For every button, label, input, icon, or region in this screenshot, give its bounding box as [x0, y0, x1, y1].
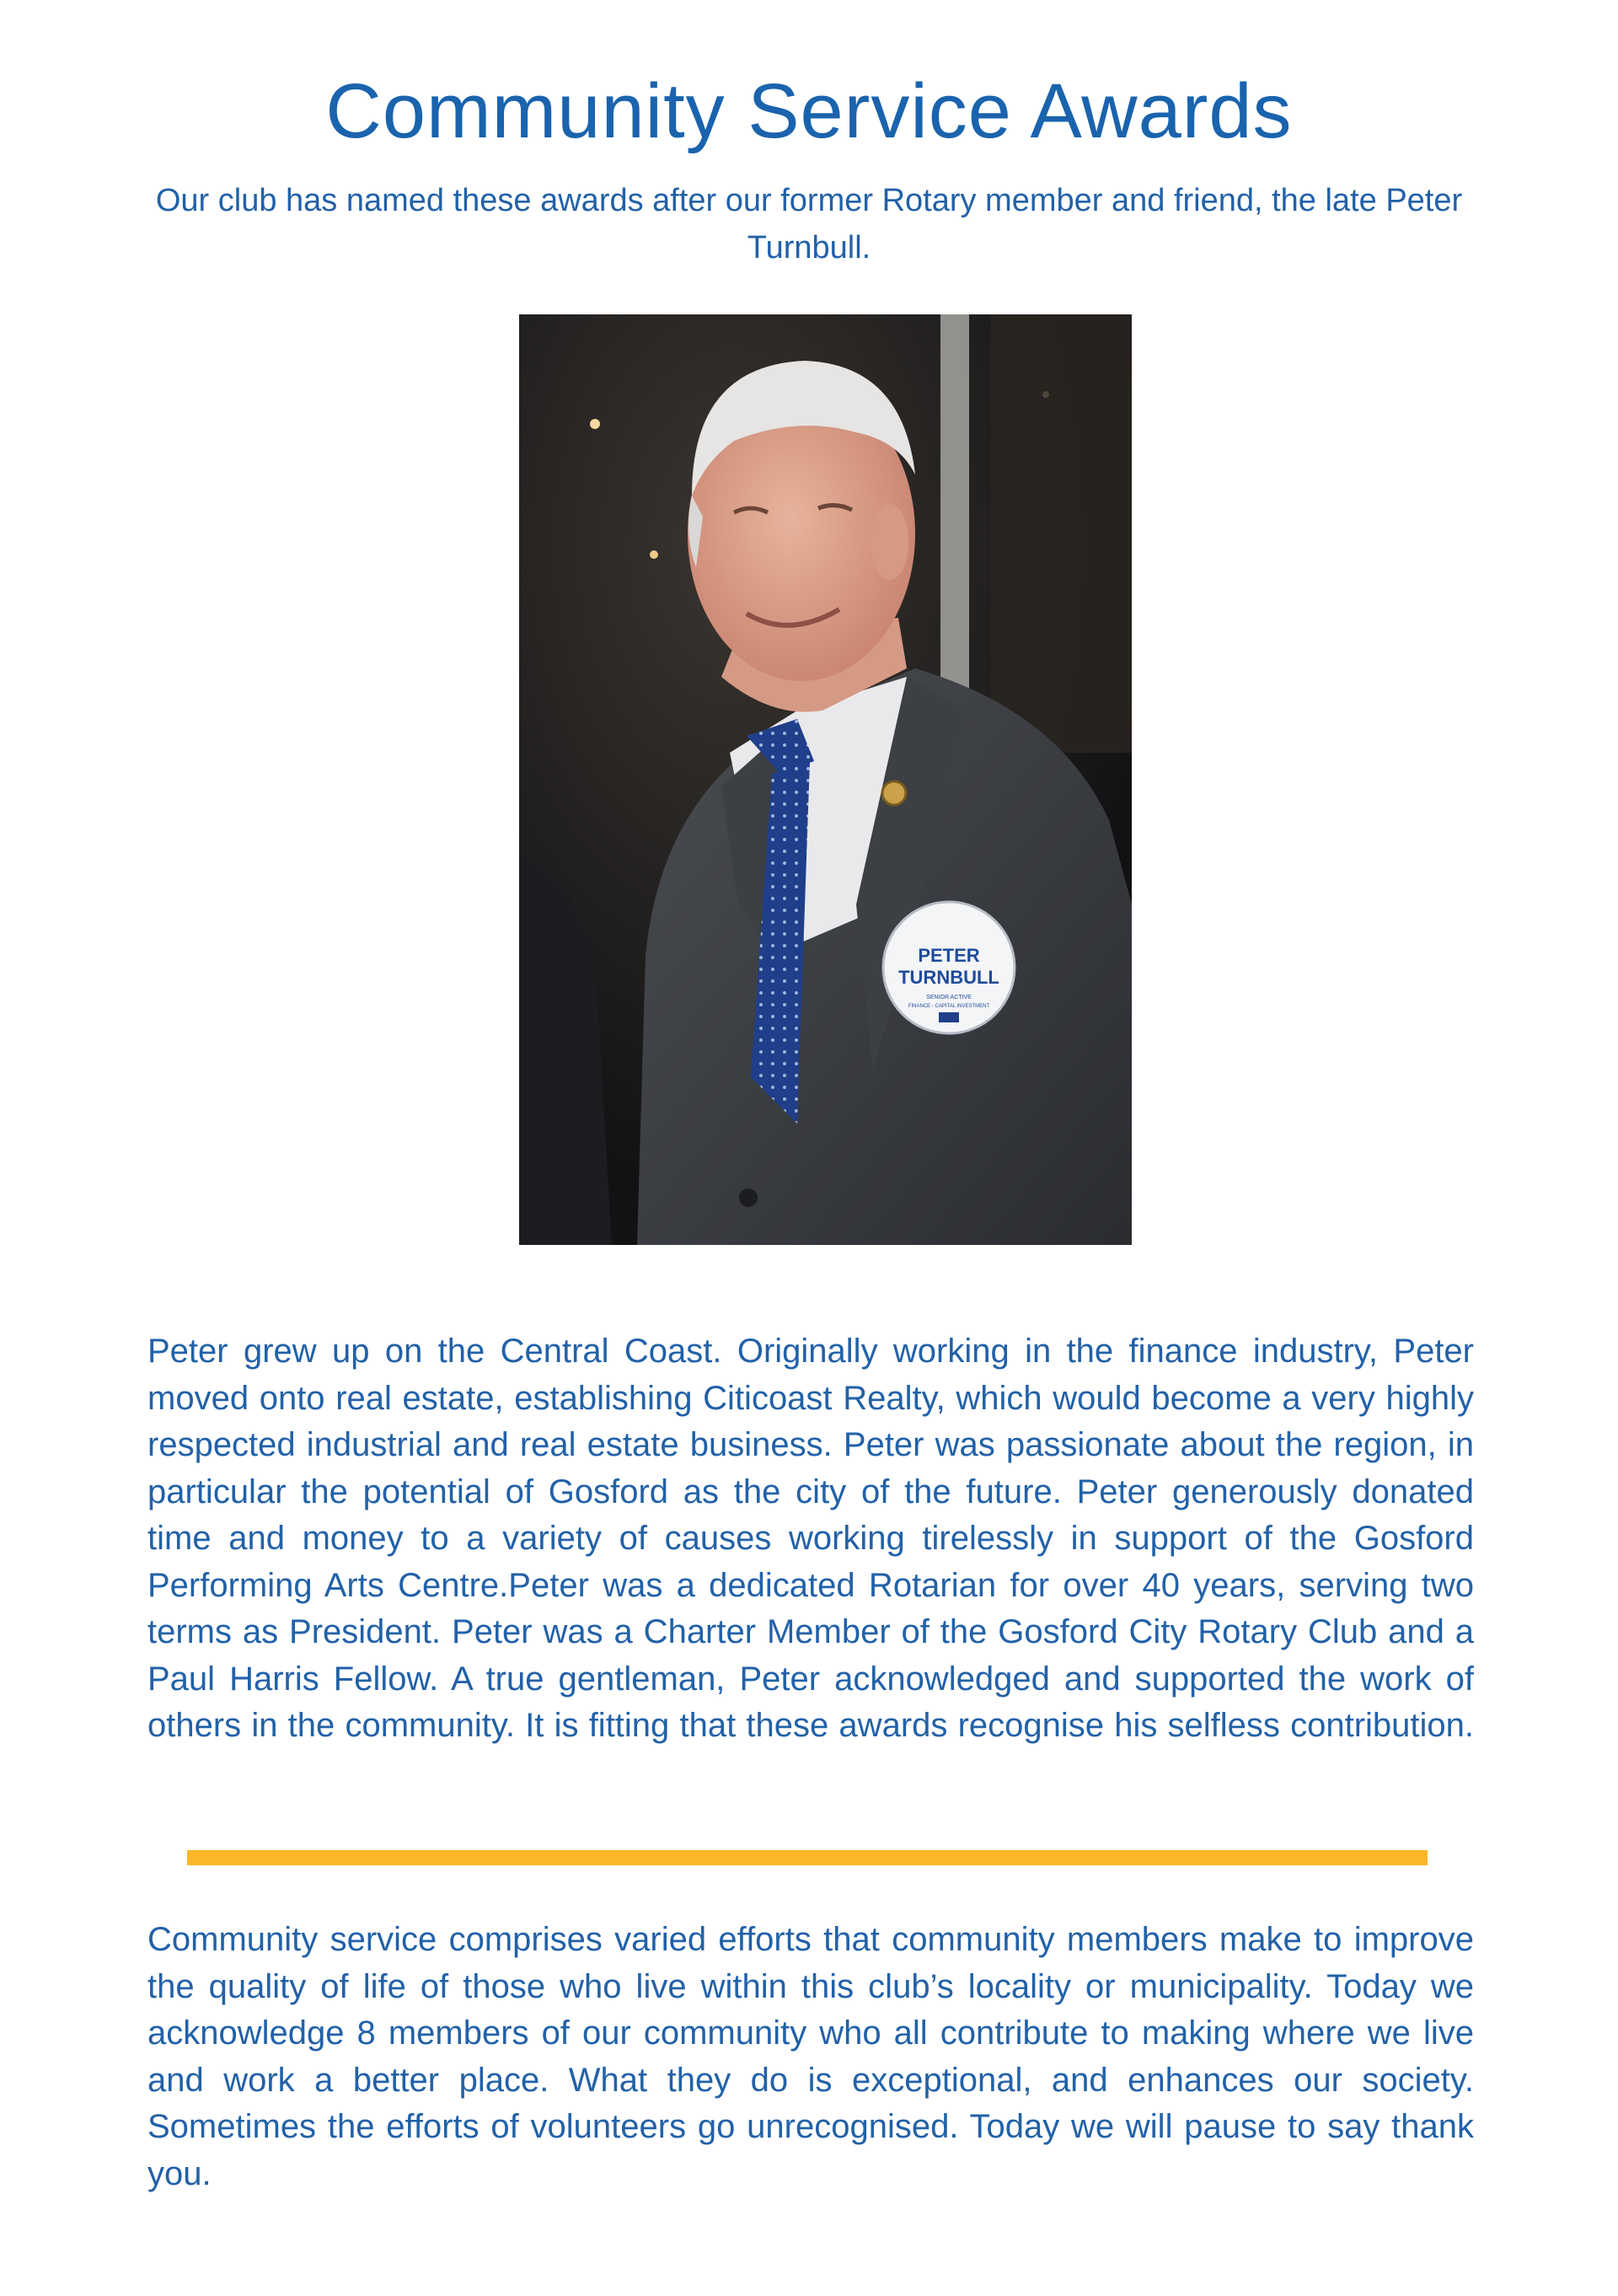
portrait-illustration [519, 314, 1132, 1245]
badge-first-name: PETER [918, 945, 980, 966]
badge-role: SENIOR ACTIVE [926, 995, 972, 1000]
portrait-photo [519, 314, 1132, 1245]
badge-classification: FINANCE - CAPITAL INVESTMENT [908, 1004, 990, 1009]
page-title: Community Service Awards [325, 68, 1293, 154]
section-divider [187, 1850, 1428, 1865]
badge-last-name: TURNBULL [898, 967, 999, 988]
page-subtitle: Our club has named these awards after our former Rotary member and friend, the late Peter Turnbull. [155, 183, 1463, 266]
community-service-paragraph: Community service comprises varied efforts that community members make to improve the quality of life of those who live within this club’s locality or municipality. Today we acknowledge 8 members of our community who all contribute to making where we live and work a better place. What they do is exceptional, and enhances our society. Sometimes the efforts of volunteers go unrecognised. Today we will pause to say thank you. [147, 1921, 1474, 2192]
bio-paragraph: Peter grew up on the Central Coast. Originally working in the finance industry, Peter moved onto real estate, establishing Citicoast Realty, which would become a very highly respected industrial and real estate business. Peter was passionate about the region, in particular the potential of Gosford as the city of the future. Peter generously donated time and money to a variety of causes working tirelessly in support of the Gosford Performing Arts Centre.Peter was a dedicated Rotarian for over 40 years, serving two terms as President. Peter was a Charter Member of the Gosford City Rotary Club and a Paul Harris Fellow. A true gentleman, Peter acknowledged and supported the work of others in the community. It is fitting that these awards recognise his selfless contribution. [147, 1333, 1474, 1744]
name-badge [883, 902, 1015, 1033]
